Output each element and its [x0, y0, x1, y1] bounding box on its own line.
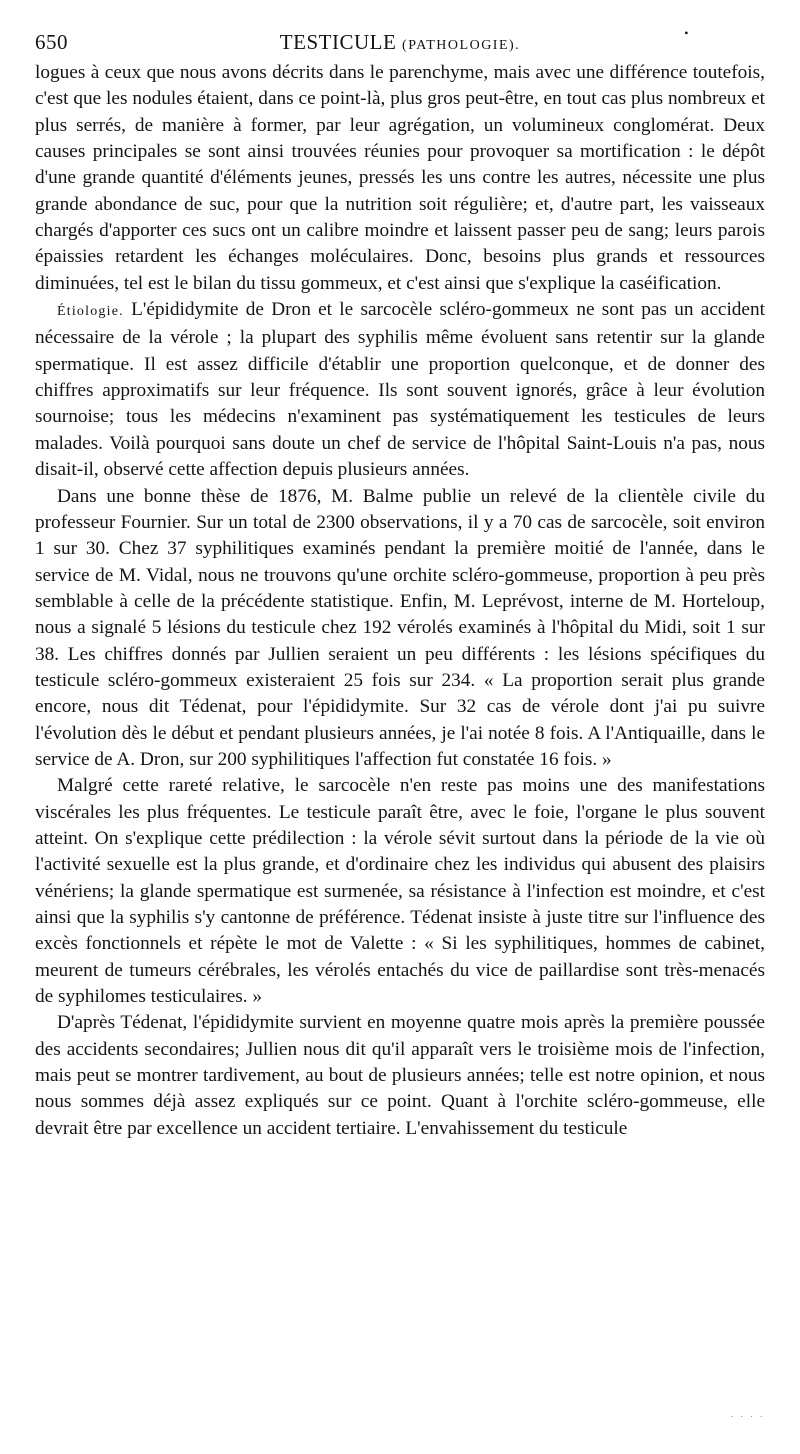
section-heading-etiologie: Étiologie. [57, 304, 124, 320]
footer-marks: · · · · [730, 1412, 765, 1423]
paragraph-4: Malgré cette rareté relative, le sarcocèle n'en reste pas moins une des manifestations viscérales les plus fréquentes. Le testicule paraît être, avec le foie, l'organe le plus souvent atteint. On s'explique cette prédilection : la vérole sévit surtout dans la période de la vie où l'activité sexuelle est la plus grande, et d'ordinaire chez les individus qui abusent des plaisirs vénériens; la glande spermatique est surmenée, sa résistance à l'infection est moindre, et c'est ainsi que la syphilis s'y cantonne de préférence. Tédenat insiste à juste titre sur l'influence des excès fonctionnels et répète le mot de Valette : « Si les syphilitiques, hommes de cabinet, meurent de tumeurs cérébrales, les vérolés entachés du vice de paillardise sont très-menacés de syphilomes testiculaires. » [35, 775, 765, 1008]
paragraph-1: logues à ceux que nous avons décrits dans le parenchyme, mais avec une différence toutefois, c'est que les nodules étaient, dans ce point-là, plus gros peut-être, en tout cas plus nombreux et plus serrés, de manière à former, par leur agrégation, un volumineux conglomérat. Deux causes principales se sont ainsi trouvées réunies pour provoquer sa mortification : le dépôt d'une grande quantité d'éléments jeunes, pressés les uns contre les autres, nécessite une plus grande abondance de suc, pour que la nutrition soit régulière; et, d'autre part, les vaisseaux chargés d'apporter ces sucs ont un calibre moindre et laissent passer peu de sang; leurs parois épaissies retardent les échanges moléculaires. Donc, besoins plus grands et ressources diminuées, tel est le bilan du tissu gommeux, et c'est ainsi que s'explique la caséification. [35, 62, 765, 294]
paragraph-2-text: L'épididymite de Dron et le sarcocèle scléro-gommeux ne sont pas un accident nécessaire de la vérole ; la plupart des syphilis même évoluent sans retentir sur la glande spermatique. Il est assez difficile d'établir une proportion quelconque, et de donner des chiffres approximatifs sur leur fréquence. Ils sont souvent ignorés, grâce à leur évolution sournoise; tous les médecins n'examinent pas systématiquement les testicules de leurs malades. Voilà pourquoi sans doute un chef de service de l'hôpital Saint-Louis n'a pas, nous disait-il, observé cette affection depuis plusieurs années. [35, 299, 765, 481]
paragraph-5: D'après Tédenat, l'épididymite survient en moyenne quatre mois après la première poussée des accidents secondaires; Jullien nous dit qu'il apparaît vers le troisième mois de l'infection, mais peut se montrer tardivement, au bout de plusieurs années; telle est notre opinion, et nous nous sommes déjà assez expliqués sur ce point. Quant à l'orchite scléro-gommeuse, elle devrait être par excellence un accident tertiaire. L'envahissement du testicule [35, 1012, 765, 1139]
running-title [35, 30, 765, 55]
page-number: 650 [35, 30, 68, 54]
body-text [35, 60, 765, 1142]
running-title-main: TESTICULE [279, 30, 397, 54]
page [35, 26, 765, 1142]
paragraph-etiologie [35, 297, 765, 483]
running-title-subtitle: (PATHOLOGIE). [402, 38, 521, 53]
head-mark: • [684, 26, 689, 40]
paragraph-3: Dans une bonne thèse de 1876, M. Balme publie un relevé de la clientèle civile du professeur Fournier. Sur un total de 2300 observations, il y a 70 cas de sarcocèle, soit environ 1 sur 30. Chez 37 syphilitiques examinés pendant la première moitié de l'année, dans le service de M. Vidal, nous ne trouvons qu'une orchite scléro-gommeuse, proportion à peu près semblable à celle de la précédente statistique. Enfin, M. Leprévost, interne de M. Horteloup, nous a signalé 5 lésions du testicule chez 192 vérolés examinés à l'hôpital du Midi, soit 1 sur 38. Les chiffres donnés par Jullien seraient un peu différents : les lésions spécifiques du testicule scléro-gommeux existeraient 25 fois sur 234. « La proportion serait plus grande encore, nous dit Tédenat, pour l'épididymite. Sur 32 cas de vérole dont j'ai pu suivre l'évolution dès le début et pendant plusieurs années, je l'ai notée 8 fois. A l'Antiquaille, dans le service de A. Dron, sur 200 syphilitiques l'affection fut constatée 16 fois. » [35, 485, 765, 770]
running-head [35, 26, 765, 60]
